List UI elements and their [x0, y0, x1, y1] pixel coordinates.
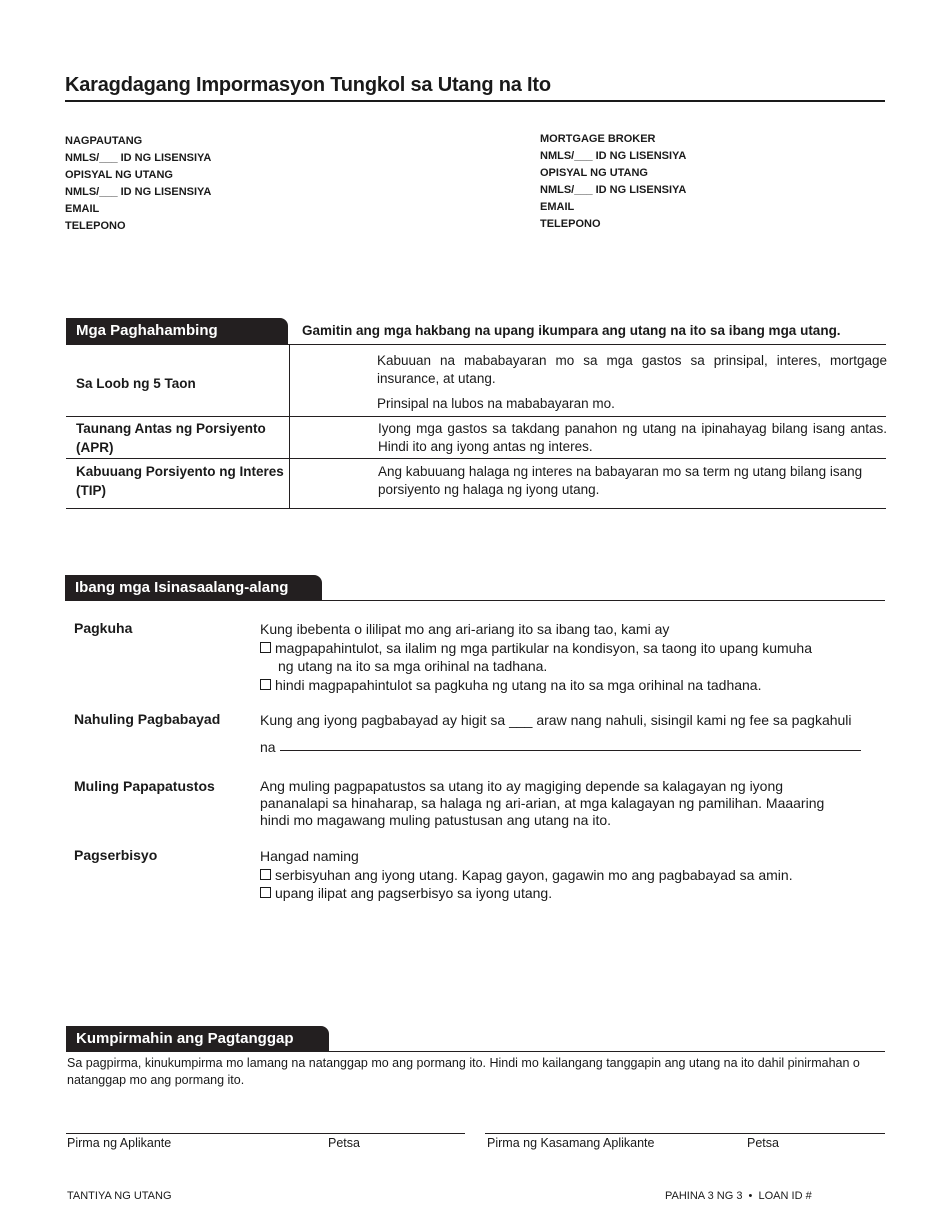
other-considerations-tab: Ibang mga Isinasaalang-alang: [65, 575, 322, 601]
coapplicant-signature-line[interactable]: [485, 1133, 885, 1134]
lender-line: NAGPAUTANG: [65, 135, 143, 147]
assumption-allow-text: magpapahintulot, sa ilalim ng mga partikular na kondisyon, sa taong ito upang kumuha: [275, 639, 812, 656]
servicing-keep-checkbox[interactable]: [260, 869, 271, 880]
confirm-receipt-rule: [66, 1051, 885, 1052]
other-considerations-rule: [65, 600, 885, 601]
broker-line: MORTGAGE BROKER: [540, 133, 656, 145]
late-payment-label: Nahuling Pagbabayad: [74, 711, 221, 727]
servicing-label: Pagserbisyo: [74, 847, 158, 863]
footer-form-name: TANTIYA NG UTANG: [67, 1190, 172, 1202]
broker-line: NMLS/___ ID NG LISENSIYA: [540, 184, 687, 196]
row-rule: [66, 458, 886, 459]
lender-line: OPISYAL NG UTANG: [65, 169, 173, 181]
applicant-signature-line[interactable]: [66, 1133, 465, 1134]
assumption-deny-text: hindi magpapahintulot sa pagkuha ng utang na ito sa mga orihinal na tadhana.: [275, 676, 762, 693]
assumption-block: [260, 620, 880, 694]
assumption-deny-checkbox[interactable]: [260, 679, 271, 690]
comparison-label-apr: Taunang Antas ng Porsiyento (APR): [76, 421, 266, 455]
assumption-allow-checkbox[interactable]: [260, 642, 271, 653]
applicant-signature-label: Pirma ng Aplikante: [67, 1136, 172, 1150]
assumption-label: Pagkuha: [74, 620, 133, 636]
late-fee-blank-line[interactable]: [280, 750, 861, 751]
broker-line: NMLS/___ ID NG LISENSIYA: [540, 150, 687, 162]
title-divider: [65, 100, 885, 102]
page-title: Karagdagang Impormasyon Tungkol sa Utang na Ito: [65, 74, 551, 96]
broker-info: [540, 131, 686, 233]
coapplicant-date-label: Petsa: [747, 1136, 779, 1150]
servicing-block: [260, 847, 880, 903]
late-payment-na: na: [260, 739, 276, 755]
assumption-intro: Kung ibebenta o ililipat mo ang ari-ariang ito sa ibang tao, kami ay: [260, 621, 670, 637]
comparisons-top-rule: [66, 344, 886, 345]
servicing-keep-text: serbisyuhan ang iyong utang. Kapag gayon, gagawin mo ang pagbabayad sa amin.: [275, 866, 793, 883]
assumption-allow-text-cont: ng utang na ito sa mga orihinal na tadhana.: [278, 658, 548, 674]
coapplicant-signature-label: Pirma ng Kasamang Aplikante: [487, 1136, 655, 1150]
comparisons-bottom-rule: [66, 508, 886, 509]
broker-line: EMAIL: [540, 201, 575, 213]
comparison-label-5yr: Sa Loob ng 5 Taon: [76, 376, 196, 391]
comparison-text-apr: Iyong mga gastos sa takdang panahon ng utang na ipinahayag bilang isang antas. Hindi ito ang iyong antas ng interes.: [378, 421, 887, 454]
comparisons-divider: [289, 344, 290, 509]
comparison-text-5yr-principal: Prinsipal na lubos na mababayaran mo.: [377, 396, 615, 411]
refinance-text: Ang muling pagpapatustos sa utang ito ay magiging depende sa kalagayan ng iyong pananalapi sa hinaharap, sa halaga ng ari-arian, at mga kalagayan ng pamilihan. Maaaring hindi mo magawang muling patustusan ang utang na ito.: [260, 778, 825, 828]
row-rule: [66, 416, 886, 417]
broker-line: OPISYAL NG UTANG: [540, 167, 648, 179]
comparison-label-tip: Kabuuang Porsiyento ng Interes (TIP): [76, 464, 284, 498]
lender-line: NMLS/___ ID NG LISENSIYA: [65, 186, 212, 198]
comparisons-intro: Gamitin ang mga hakbang na upang ikumpara ang utang na ito sa ibang mga utang.: [302, 323, 841, 338]
comparisons-tab: Mga Paghahambing: [66, 318, 288, 344]
comparison-text-tip: Ang kabuuang halaga ng interes na babayaran mo sa term ng utang bilang isang porsiyento ng halaga ng iyong utang.: [378, 464, 863, 497]
late-payment-text: Kung ang iyong pagbabayad ay higit sa ___ araw nang nahuli, sisingil kami ng fee sa pagkahuli: [260, 712, 852, 728]
servicing-transfer-text: upang ilipat ang pagserbisyo sa iyong utang.: [275, 885, 553, 901]
lender-line: EMAIL: [65, 203, 100, 215]
comparison-text-5yr-total: Kabuuan na mababayaran mo sa mga gastos sa prinsipal, interes, mortgage insurance, at utang.: [377, 353, 887, 386]
footer-page-number: PAHINA 3 NG 3 • LOAN ID #: [665, 1190, 812, 1202]
lender-info: [65, 133, 211, 235]
servicing-transfer-checkbox[interactable]: [260, 887, 271, 898]
broker-line: TELEPONO: [540, 218, 601, 230]
confirm-receipt-text: Sa pagpirma, kinukumpirma mo lamang na natanggap mo ang pormang ito. Hindi mo kailangang tanggapin ang utang na ito dahil pinirmahan o natanggap mo ang pormang ito.: [67, 1056, 860, 1087]
servicing-intro: Hangad naming: [260, 848, 359, 864]
lender-line: TELEPONO: [65, 220, 126, 232]
lender-line: NMLS/___ ID NG LISENSIYA: [65, 152, 212, 164]
refinance-label: Muling Papapatustos: [74, 778, 215, 794]
applicant-date-label: Petsa: [328, 1136, 360, 1150]
confirm-receipt-tab: Kumpirmahin ang Pagtanggap: [66, 1026, 329, 1052]
